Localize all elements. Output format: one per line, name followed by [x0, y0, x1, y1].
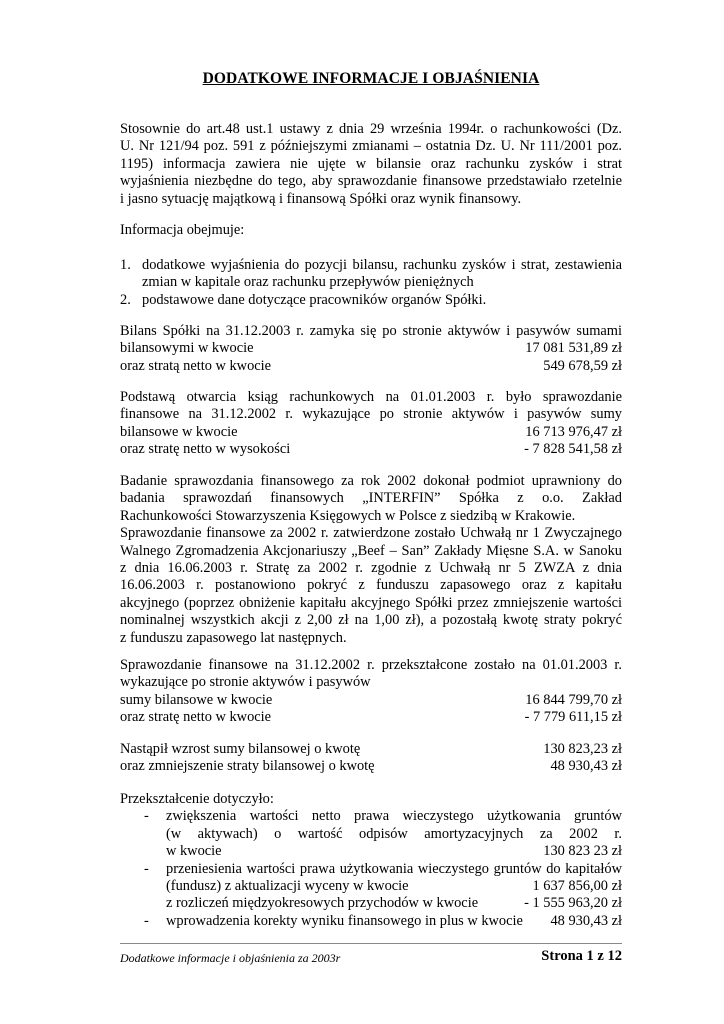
row-label: bilansowymi w kwocie — [120, 340, 254, 357]
footer-divider — [120, 943, 622, 944]
restated-line: Sprawozdanie finansowe na 31.12.2002 r. przekształcone zostało na 01.01.2003 r. — [120, 657, 622, 673]
list-item-line: dodatkowe wyjaśnienia do pozycji bilansu, rachunku zysków i strat, zestawienia — [142, 257, 622, 273]
row-label: oraz stratą netto w kwocie — [120, 357, 272, 374]
transform-item — [120, 913, 622, 930]
row-label: sumy bilansowe w kwocie — [120, 691, 273, 708]
transform-line: przeniesienia wartości prawa użytkowania wieczystego gruntów do kapitałów — [166, 860, 622, 877]
list-number: 1. — [120, 257, 131, 273]
transform-heading: Przekształcenie dotyczyło: — [120, 791, 274, 807]
list-item-line: podstawowe dane dotyczące pracowników organów Spółki. — [142, 291, 487, 308]
audit-line: z funduszu zapasowego lat następnych. — [120, 629, 347, 646]
row-label: w kwocie — [166, 843, 222, 860]
intro-line: wyjaśnienia niezbędne do tego, aby sprawozdanie finansowe przedstawiało rzetelnie — [120, 173, 622, 190]
audit-line: 16.06.2003 r. postanowiono pokryć z funduszu zapasowego oraz z kapitału — [120, 577, 622, 594]
transform-row — [166, 878, 622, 895]
intro-line: U. Nr 121/94 poz. 591 z późniejszymi zmianami – ostatnia Dz. U. Nr 111/2001 poz. — [120, 138, 622, 155]
balance-row — [120, 340, 622, 357]
opening-line: Podstawą otwarcia ksiąg rachunkowych na 01.01.2003 r. było sprawozdanie — [120, 389, 622, 405]
list-item-line: zmian w kapitale oraz rachunku przepływów pieniężnych — [142, 274, 474, 291]
dash-bullet: - — [144, 912, 149, 929]
opening-line: finansowe na 31.12.2002 r. wykazujące po stronie aktywów i pasywów sumy — [120, 406, 622, 423]
info-heading: Informacja obejmuje: — [120, 222, 245, 238]
row-label: Nastąpił wzrost sumy bilansowej o kwotę — [120, 741, 361, 757]
row-value: 16 713 976,47 zł — [525, 423, 622, 440]
change-paragraph — [120, 741, 622, 776]
opening-paragraph — [120, 389, 622, 459]
row-value: 549 678,59 zł — [543, 357, 622, 374]
info-list — [120, 257, 622, 309]
document-page — [120, 0, 622, 1024]
transform-row — [166, 913, 622, 930]
audit-line: z dnia 16.06.2003 r. Stratę za 2002 r. zgodnie z Uchwałą nr 5 ZWZA z dnia — [120, 560, 622, 577]
intro-line: Stosownie do art.48 ust.1 ustawy z dnia 29 września 1994r. o rachunkowości (Dz. — [120, 121, 622, 137]
row-value: 1 637 856,00 zł — [532, 878, 622, 895]
restated-paragraph — [120, 657, 622, 727]
row-value: 130 823 23 zł — [543, 843, 622, 860]
opening-row — [120, 424, 622, 441]
audit-line: Rachunkowości Stowarzyszenia Księgowych w Polsce z siedzibą w Krakowie. — [120, 507, 576, 524]
audit-line: nominalnej wszystkich akcji z 2,00 zł na 1,00 zł), a pozostałą kwotę straty pokryć — [120, 612, 622, 629]
row-value: - 1 555 963,20 zł — [524, 895, 622, 912]
footer-page-number: Strona 1 z 12 — [541, 948, 622, 964]
restated-row — [120, 692, 622, 709]
audit-line: Badanie sprawozdania finansowego za rok 2002 dokonał podmiot uprawniony do — [120, 473, 622, 489]
row-value: 16 844 799,70 zł — [525, 691, 622, 708]
row-label: wprowadzenia korekty wyniku finansowego in plus w kwocie — [166, 912, 523, 929]
row-label: (fundusz) z aktualizacji wyceny w kwocie — [166, 878, 409, 895]
audit-paragraph — [120, 473, 622, 647]
row-value: 17 081 531,89 zł — [525, 340, 622, 357]
row-value: 130 823,23 zł — [543, 741, 622, 757]
transform-line: (w aktywach) o wartość odpisów amortyzacyjnych za 2002 r. — [166, 825, 622, 842]
list-item — [120, 292, 622, 309]
row-value: 48 930,43 zł — [550, 758, 622, 775]
transform-item — [120, 808, 622, 860]
intro-line: 1195) informacja zawiera nie ujęte w bilansie oraz rachunku zysków i strat — [120, 155, 622, 172]
balance-2003-paragraph — [120, 323, 622, 375]
audit-line: badania sprawozdań finansowych „INTERFIN” Spółka z o.o. Zakład — [120, 490, 622, 507]
document-title: DODATKOWE INFORMACJE I OBJAŚNIENIA — [202, 70, 540, 87]
transform-item — [120, 861, 622, 913]
audit-line: akcyjnego (poprzez obniżenie kapitału akcyjnego Spółki przez zmniejszenie wartości — [120, 594, 622, 611]
transform-line: zwiększenia wartości netto prawa wieczystego użytkowania gruntów — [166, 808, 622, 825]
dash-bullet: - — [144, 860, 149, 877]
row-label: z rozliczeń międzyokresowych przychodów w kwocie — [166, 895, 479, 912]
change-row — [120, 741, 622, 758]
list-item — [120, 257, 622, 292]
row-value: - 7 779 611,15 zł — [524, 709, 622, 726]
restated-line: wykazujące po stronie aktywów i pasywów — [120, 674, 371, 691]
balance-line: Bilans Spółki na 31.12.2003 r. zamyka się po stronie aktywów i pasywów sumami — [120, 323, 622, 339]
dash-bullet: - — [144, 808, 149, 825]
list-number: 2. — [120, 291, 131, 308]
transform-section — [120, 791, 622, 930]
audit-line: Sprawozdanie finansowe za 2002 r. zatwierdzone zostało Uchwałą nr 1 Zwyczajnego — [120, 525, 622, 542]
row-value: - 7 828 541,58 zł — [524, 441, 622, 458]
row-label: oraz stratę netto w wysokości — [120, 441, 291, 458]
transform-row — [166, 843, 622, 860]
intro-paragraph — [120, 121, 622, 208]
change-row — [120, 758, 622, 775]
footer-document-name: Dodatkowe informacje i objaśnienia za 2003r — [120, 951, 341, 965]
balance-row — [120, 358, 622, 375]
row-label: oraz zmniejszenie straty bilansowej o kwotę — [120, 758, 375, 775]
row-label: oraz stratę netto w kwocie — [120, 709, 272, 726]
row-value: 48 930,43 zł — [550, 912, 622, 929]
row-label: bilansowe w kwocie — [120, 423, 238, 440]
transform-row — [166, 895, 622, 912]
restated-row — [120, 709, 622, 726]
intro-line: i jasno sytuację majątkową i finansową Spółki oraz wynik finansowy. — [120, 190, 522, 207]
audit-line: Walnego Zgromadzenia Akcjonariuszy „Beef – San” Zakłady Mięsne S.A. w Sanoku — [120, 542, 622, 559]
opening-row — [120, 441, 622, 458]
